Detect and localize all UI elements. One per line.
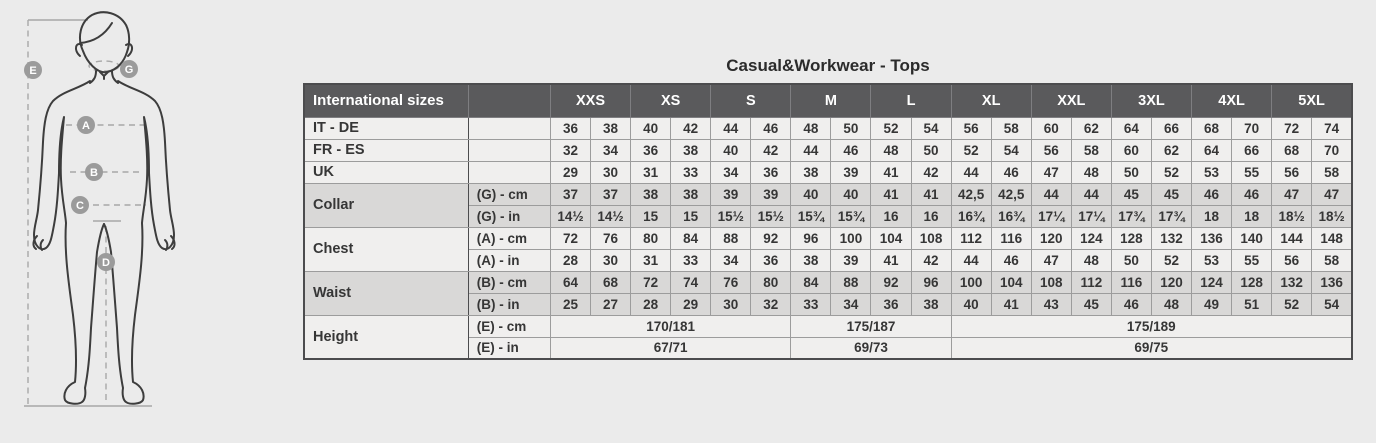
measure-label: (G) - in	[468, 205, 550, 227]
size-cell: 58	[1312, 161, 1352, 183]
size-cell: 46	[1232, 183, 1272, 205]
size-cell: 30	[711, 293, 751, 315]
size-header-m: M	[791, 84, 871, 117]
size-cell: 52	[1272, 293, 1312, 315]
size-cell: 38	[671, 183, 711, 205]
size-cell: 84	[671, 227, 711, 249]
size-cell: 136	[1192, 227, 1232, 249]
size-chart-section	[303, 56, 1353, 360]
size-cell: 120	[1151, 271, 1191, 293]
size-cell: 41	[871, 161, 911, 183]
size-cell: 104	[991, 271, 1031, 293]
size-cell: 30	[591, 249, 631, 271]
size-cell: 45	[1151, 183, 1191, 205]
size-cell: 50	[1111, 161, 1151, 183]
size-cell: 46	[831, 139, 871, 161]
size-cell: 46	[751, 117, 791, 139]
size-cell: 64	[550, 271, 590, 293]
table-row	[304, 227, 1352, 249]
size-cell: 56	[1272, 161, 1312, 183]
size-cell: 47	[1312, 183, 1352, 205]
figure-outline	[33, 12, 174, 404]
size-cell: 84	[791, 271, 831, 293]
size-cell: 40	[831, 183, 871, 205]
size-cell: 96	[791, 227, 831, 249]
size-cell: 74	[671, 271, 711, 293]
size-table-head	[304, 84, 1352, 117]
size-cell: 29	[671, 293, 711, 315]
size-cell: 25	[550, 293, 590, 315]
measure-label: (G) - cm	[468, 183, 550, 205]
size-cell: 17¼	[1031, 205, 1071, 227]
size-cell: 58	[991, 117, 1031, 139]
measure-label	[468, 117, 550, 139]
size-cell: 124	[1071, 227, 1111, 249]
size-cell: 40	[711, 139, 751, 161]
size-cell: 32	[550, 139, 590, 161]
size-cell: 47	[1272, 183, 1312, 205]
size-cell: 42	[911, 161, 951, 183]
size-cell: 92	[751, 227, 791, 249]
size-cell: 49	[1192, 293, 1232, 315]
size-cell: 128	[1111, 227, 1151, 249]
size-cell: 38	[911, 293, 951, 315]
size-cell: 39	[831, 249, 871, 271]
size-cell: 55	[1232, 161, 1272, 183]
size-cell: 62	[1151, 139, 1191, 161]
svg-text:G: G	[124, 64, 134, 76]
size-cell: 34	[591, 139, 631, 161]
size-cell: 47	[1031, 161, 1071, 183]
size-cell: 52	[1151, 161, 1191, 183]
size-cell: 15¾	[831, 205, 871, 227]
measure-badge-a	[77, 116, 95, 134]
size-cell: 53	[1192, 161, 1232, 183]
size-cell: 31	[631, 249, 671, 271]
size-cell: 37	[591, 183, 631, 205]
size-cell: 16¾	[991, 205, 1031, 227]
size-cell: 140	[1232, 227, 1272, 249]
measure-label: (A) - in	[468, 249, 550, 271]
size-cell: 44	[951, 249, 991, 271]
table-row	[304, 315, 1352, 337]
size-cell: 42	[671, 117, 711, 139]
measure-label: (B) - in	[468, 293, 550, 315]
size-header-xxl: XXL	[1031, 84, 1111, 117]
size-cell: 46	[1111, 293, 1151, 315]
size-span-cell: 69/73	[791, 337, 951, 359]
table-row	[304, 139, 1352, 161]
size-cell: 58	[1312, 249, 1352, 271]
size-cell: 18½	[1272, 205, 1312, 227]
size-header-3xl: 3XL	[1111, 84, 1191, 117]
size-cell: 92	[871, 271, 911, 293]
row-label: Height	[304, 315, 468, 359]
size-cell: 36	[751, 249, 791, 271]
size-cell: 55	[1232, 249, 1272, 271]
svg-text:C: C	[76, 200, 84, 212]
size-cell: 38	[791, 161, 831, 183]
size-cell: 68	[1192, 117, 1232, 139]
size-header-5xl: 5XL	[1272, 84, 1352, 117]
size-cell: 56	[1272, 249, 1312, 271]
size-table-body	[304, 117, 1352, 359]
size-cell: 54	[911, 117, 951, 139]
size-header-xxs: XXS	[550, 84, 630, 117]
size-cell: 108	[1031, 271, 1071, 293]
size-cell: 44	[791, 139, 831, 161]
size-header-xs: XS	[631, 84, 711, 117]
size-span-cell: 170/181	[550, 315, 790, 337]
size-cell: 28	[631, 293, 671, 315]
size-span-cell: 175/187	[791, 315, 951, 337]
size-cell: 51	[1232, 293, 1272, 315]
size-header-4xl: 4XL	[1192, 84, 1272, 117]
size-cell: 42,5	[991, 183, 1031, 205]
size-cell: 66	[1151, 117, 1191, 139]
size-cell: 74	[1312, 117, 1352, 139]
size-cell: 62	[1071, 117, 1111, 139]
size-cell: 116	[1111, 271, 1151, 293]
size-cell: 56	[1031, 139, 1071, 161]
size-cell: 66	[1232, 139, 1272, 161]
size-span-cell: 69/75	[951, 337, 1352, 359]
table-row	[304, 161, 1352, 183]
size-cell: 30	[591, 161, 631, 183]
size-cell: 46	[991, 161, 1031, 183]
size-cell: 34	[711, 161, 751, 183]
size-cell: 64	[1111, 117, 1151, 139]
size-cell: 37	[550, 183, 590, 205]
size-cell: 15¾	[791, 205, 831, 227]
size-cell: 46	[1192, 183, 1232, 205]
size-cell: 47	[1031, 249, 1071, 271]
row-label: Collar	[304, 183, 468, 227]
size-cell: 40	[791, 183, 831, 205]
size-cell: 54	[1312, 293, 1352, 315]
size-cell: 96	[911, 271, 951, 293]
size-cell: 18	[1232, 205, 1272, 227]
size-cell: 45	[1071, 293, 1111, 315]
size-cell: 36	[631, 139, 671, 161]
size-cell: 27	[591, 293, 631, 315]
size-cell: 39	[831, 161, 871, 183]
size-cell: 34	[831, 293, 871, 315]
size-cell: 14½	[591, 205, 631, 227]
size-cell: 40	[951, 293, 991, 315]
size-cell: 36	[751, 161, 791, 183]
size-cell: 44	[711, 117, 751, 139]
row-label: Waist	[304, 271, 468, 315]
measure-label: (E) - in	[468, 337, 550, 359]
svg-text:A: A	[82, 120, 90, 132]
size-cell: 128	[1232, 271, 1272, 293]
size-cell: 148	[1312, 227, 1352, 249]
size-cell: 132	[1272, 271, 1312, 293]
corner-header: International sizes	[304, 84, 468, 117]
size-cell: 42	[911, 249, 951, 271]
size-cell: 45	[1111, 183, 1151, 205]
size-cell: 16	[911, 205, 951, 227]
measure-label: (B) - cm	[468, 271, 550, 293]
size-cell: 48	[1071, 161, 1111, 183]
size-cell: 40	[631, 117, 671, 139]
size-cell: 38	[671, 139, 711, 161]
size-cell: 53	[1192, 249, 1232, 271]
size-cell: 41	[871, 183, 911, 205]
size-cell: 48	[791, 117, 831, 139]
size-cell: 33	[671, 161, 711, 183]
size-cell: 60	[1031, 117, 1071, 139]
size-cell: 52	[951, 139, 991, 161]
measure-badge-g	[120, 60, 138, 78]
mannequin-figure	[0, 0, 210, 438]
size-cell: 16¾	[951, 205, 991, 227]
size-cell: 112	[1071, 271, 1111, 293]
size-cell: 88	[711, 227, 751, 249]
size-cell: 50	[831, 117, 871, 139]
size-cell: 116	[991, 227, 1031, 249]
size-cell: 28	[550, 249, 590, 271]
size-cell: 124	[1192, 271, 1232, 293]
size-cell: 108	[911, 227, 951, 249]
size-cell: 15½	[711, 205, 751, 227]
size-cell: 44	[1031, 183, 1071, 205]
size-cell: 14½	[550, 205, 590, 227]
size-cell: 18½	[1312, 205, 1352, 227]
size-cell: 41	[911, 183, 951, 205]
table-row	[304, 183, 1352, 205]
size-cell: 58	[1071, 139, 1111, 161]
row-label: FR - ES	[304, 139, 468, 161]
size-cell: 43	[1031, 293, 1071, 315]
measure-label: (A) - cm	[468, 227, 550, 249]
blank-header	[468, 84, 550, 117]
table-title: Casual&Workwear - Tops	[726, 56, 930, 75]
size-cell: 36	[871, 293, 911, 315]
table-row	[304, 117, 1352, 139]
size-cell: 33	[671, 249, 711, 271]
size-cell: 44	[1071, 183, 1111, 205]
size-cell: 17¾	[1111, 205, 1151, 227]
size-cell: 88	[831, 271, 871, 293]
size-cell: 76	[591, 227, 631, 249]
size-cell: 31	[631, 161, 671, 183]
size-cell: 38	[631, 183, 671, 205]
size-cell: 76	[711, 271, 751, 293]
size-cell: 17¾	[1151, 205, 1191, 227]
size-span-cell: 67/71	[550, 337, 790, 359]
size-cell: 120	[1031, 227, 1071, 249]
svg-text:E: E	[29, 65, 37, 77]
row-label: IT - DE	[304, 117, 468, 139]
body-measurement-diagram	[0, 0, 210, 438]
size-cell: 42,5	[951, 183, 991, 205]
size-cell: 72	[631, 271, 671, 293]
measure-badge-b	[85, 163, 103, 181]
size-cell: 34	[711, 249, 751, 271]
size-cell: 39	[751, 183, 791, 205]
size-cell: 60	[1111, 139, 1151, 161]
measure-label	[468, 139, 550, 161]
size-cell: 32	[751, 293, 791, 315]
size-cell: 46	[991, 249, 1031, 271]
size-cell: 48	[1151, 293, 1191, 315]
size-cell: 64	[1192, 139, 1232, 161]
size-cell: 15½	[751, 205, 791, 227]
size-cell: 16	[871, 205, 911, 227]
measure-badge-c	[71, 196, 89, 214]
size-table	[303, 83, 1353, 360]
size-header-xl: XL	[951, 84, 1031, 117]
size-cell: 80	[631, 227, 671, 249]
size-header-l: L	[871, 84, 951, 117]
size-cell: 18	[1192, 205, 1232, 227]
size-cell: 72	[1272, 117, 1312, 139]
size-cell: 29	[550, 161, 590, 183]
size-cell: 39	[711, 183, 751, 205]
size-cell: 15	[671, 205, 711, 227]
size-cell: 50	[1111, 249, 1151, 271]
size-cell: 33	[791, 293, 831, 315]
svg-text:D: D	[102, 257, 110, 269]
measure-badge-e	[24, 61, 42, 79]
size-cell: 38	[591, 117, 631, 139]
size-cell: 70	[1232, 117, 1272, 139]
size-cell: 100	[831, 227, 871, 249]
size-cell: 44	[951, 161, 991, 183]
row-label: UK	[304, 161, 468, 183]
size-cell: 52	[1151, 249, 1191, 271]
size-cell: 41	[991, 293, 1031, 315]
size-cell: 36	[550, 117, 590, 139]
row-label: Chest	[304, 227, 468, 271]
size-cell: 70	[1312, 139, 1352, 161]
measure-label: (E) - cm	[468, 315, 550, 337]
size-cell: 54	[991, 139, 1031, 161]
size-cell: 80	[751, 271, 791, 293]
size-cell: 41	[871, 249, 911, 271]
size-cell: 48	[1071, 249, 1111, 271]
svg-text:B: B	[90, 167, 98, 179]
size-cell: 48	[871, 139, 911, 161]
hair-line	[80, 23, 112, 43]
size-cell: 42	[751, 139, 791, 161]
size-cell: 38	[791, 249, 831, 271]
size-cell: 136	[1312, 271, 1352, 293]
table-row	[304, 271, 1352, 293]
size-cell: 56	[951, 117, 991, 139]
size-cell: 104	[871, 227, 911, 249]
size-cell: 17¼	[1071, 205, 1111, 227]
size-cell: 50	[911, 139, 951, 161]
size-cell: 100	[951, 271, 991, 293]
size-cell: 132	[1151, 227, 1191, 249]
size-cell: 15	[631, 205, 671, 227]
size-cell: 72	[550, 227, 590, 249]
measure-label	[468, 161, 550, 183]
size-header-s: S	[711, 84, 791, 117]
measure-badge-d	[97, 253, 115, 271]
size-cell: 52	[871, 117, 911, 139]
size-cell: 68	[1272, 139, 1312, 161]
size-cell: 112	[951, 227, 991, 249]
size-cell: 68	[591, 271, 631, 293]
size-cell: 144	[1272, 227, 1312, 249]
size-span-cell: 175/189	[951, 315, 1352, 337]
